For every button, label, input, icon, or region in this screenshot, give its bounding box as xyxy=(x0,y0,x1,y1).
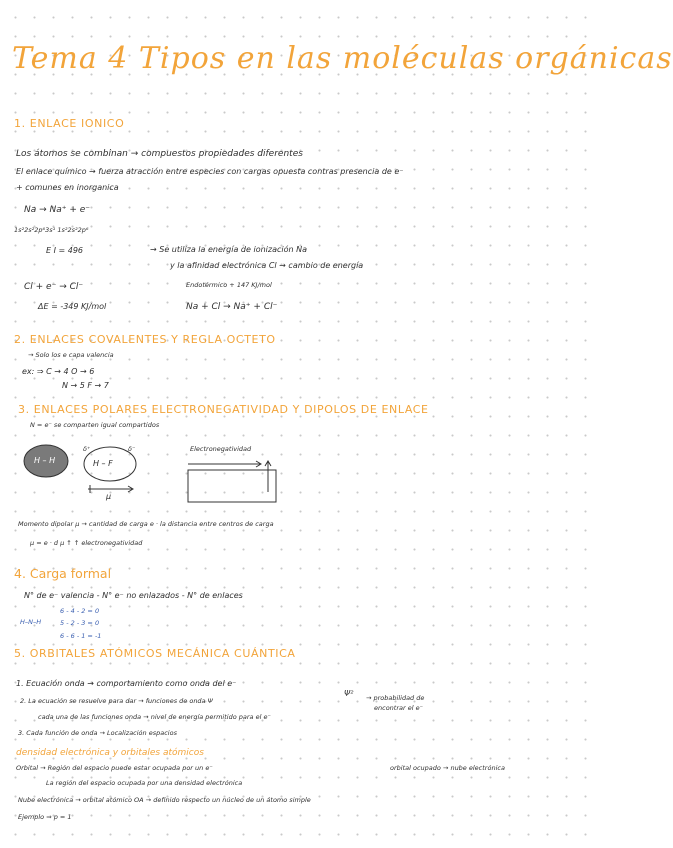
s4-calc-3: 6 - 6 - 1 = -1 xyxy=(60,632,102,640)
s5-line-3: cada una de las funciones onda → nivel de energía permitido para el e⁻ xyxy=(38,713,271,721)
s4-calc-1: 6 - 4 - 2 = 0 xyxy=(60,607,100,615)
section-2-heading: 2. ENLACES COVALENTES Y REGLA OCTETO xyxy=(14,333,276,346)
s3-dipole-formula: μ = e · d μ ↑ ↑ electronegatividad xyxy=(30,539,143,547)
s1-line-3: + comunes en inorganica xyxy=(16,183,119,192)
s5-example: Ejemplo ⇒ p = 1 xyxy=(18,813,72,821)
s5-line-2: 2. La ecuación se resuelve para dar → funciones de onda Ψ xyxy=(20,697,213,705)
s1-line-2: El enlace químico → fuerza atracción entre especies con cargas opuesta contras presencia de e⁻ xyxy=(16,167,404,176)
s4-amine-structure: H–N–H xyxy=(20,618,42,626)
electronegativity-label: Electronegatividad xyxy=(190,445,252,453)
s5-orbital-cloud: orbital ocupado → nube electrónica xyxy=(390,764,505,772)
s1-line-1: Los átomos se combinan → compuestos propiedades diferentes xyxy=(16,149,303,159)
s1-reaction: Na + Cl → Na⁺ + Cl⁻ xyxy=(186,302,278,312)
s5-psi-squared: Ψ² xyxy=(344,689,354,698)
s1-delta-e: ΔE = -349 KJ/mol xyxy=(38,302,107,311)
delta-positive: δ⁺ xyxy=(83,445,91,453)
section-1-heading: 1. ENLACE IONICO xyxy=(14,117,125,130)
s5-subheading: densidad electrónica y orbitales atómicos xyxy=(16,748,204,758)
s4-formal-charge-rule: N° de e⁻ valencia - N° e⁻ no enlazados - N° de enlaces xyxy=(24,591,243,600)
s5-region: La región del espacio ocupada por una densidad electrónica xyxy=(46,779,243,787)
s1-chlorine-affinity: Cl + e⁻ → Cl⁻ xyxy=(24,282,84,292)
s1-ionization-energy: E I = 496 xyxy=(46,246,84,255)
s2-example-1: ex: ⇒ C → 4 O → 6 xyxy=(22,367,95,376)
s3-dipole-moment: Momento dipolar μ → cantidad de carga e · la distancia entre centros de carga xyxy=(18,520,274,528)
s5-probability-1: → probabilidad de xyxy=(366,694,425,702)
page-title: Tema 4 Tipos en las moléculas orgánicas xyxy=(12,41,673,76)
h-h-label: H – H xyxy=(34,456,56,465)
periodic-table-sketch xyxy=(188,470,276,502)
s5-electron-cloud: Nube electrónica → orbital atómico OA → definido respecto un núcleo de un átomo simple xyxy=(18,796,311,804)
s5-orbital-def: Orbital → Región del espacio puede estar ocupada por un e⁻ xyxy=(16,764,213,772)
s5-line-1: 1. Ecuación onda → comportamiento como onda del e⁻ xyxy=(16,679,237,688)
section-5-heading: 5. ORBITALES ATÓMICOS MECÁNICA CUÁNTICA xyxy=(14,647,296,660)
s1-electron-config: 1s²2s²2p⁶3s¹ 1s²2s²2p⁶ xyxy=(14,226,89,234)
s5-probability-2: encontrar el e⁻ xyxy=(374,704,424,712)
mu-label: μ xyxy=(106,492,112,501)
s1-electron-affinity: y la afinidad electrónica Cl → cambio de energía xyxy=(170,261,364,270)
s1-sodium-ionization: Na → Na⁺ + e⁻ xyxy=(24,205,91,215)
s1-endothermic: Endotérmico + 147 KJ/mol xyxy=(186,281,272,289)
section-3-heading: 3. ENLACES POLARES ELECTRONEGATIVIDAD Y DIPOLOS DE ENLACE xyxy=(18,403,429,416)
delta-negative: δ⁻ xyxy=(128,445,136,453)
section-4-heading: 4. Carga formal xyxy=(14,566,112,581)
s4-calc-2: 5 - 2 - 3 = 0 xyxy=(60,619,100,627)
s3-line-1: N = e⁻ se comparten igual compartidos xyxy=(30,421,160,429)
s2-line-1: → Solo los e capa valencia xyxy=(28,351,114,359)
s5-line-4: 3. Cada función de onda → Localización espacios xyxy=(18,729,177,737)
s2-example-2: N → 5 F → 7 xyxy=(62,381,109,390)
s1-uses-ionization-energy: → Se utiliza la energía de ionización Na xyxy=(150,245,307,254)
h-f-label: H – F xyxy=(93,459,113,468)
